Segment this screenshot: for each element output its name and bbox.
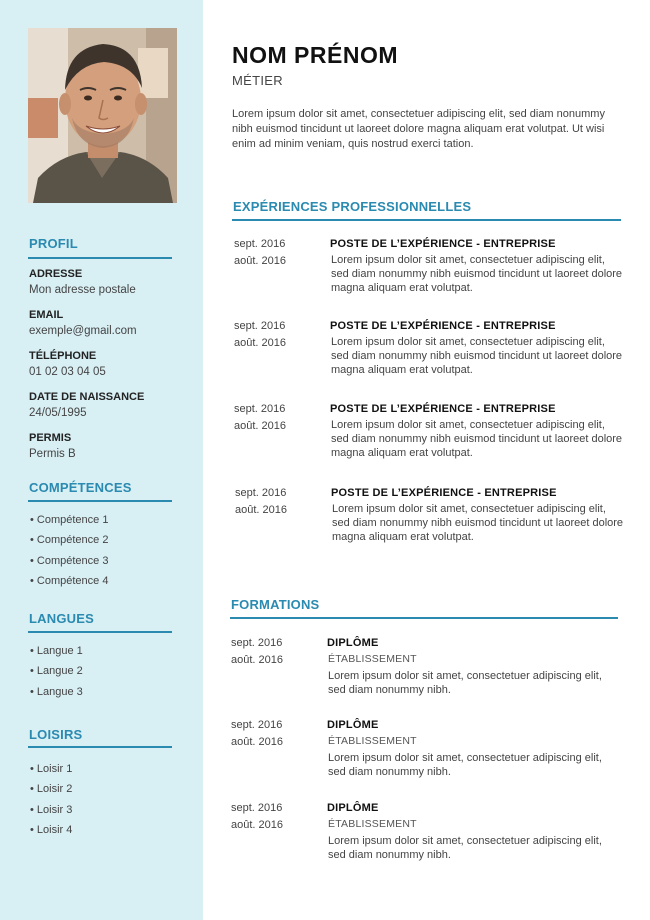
school-name: ÉTABLISSEMENT <box>328 653 417 665</box>
languages-section-title: LANGUES <box>29 611 94 626</box>
start-date: sept. 2016 <box>235 487 287 499</box>
skill-item: • Compétence 1 <box>30 514 109 526</box>
end-date: août. 2016 <box>231 819 283 831</box>
skills-divider <box>28 500 172 502</box>
education-entry <box>231 637 631 717</box>
skills-section-title: COMPÉTENCES <box>29 480 132 495</box>
end-date: août. 2016 <box>234 255 286 267</box>
language-item: • Langue 3 <box>30 686 83 698</box>
education-entry <box>231 802 631 882</box>
email-value: exemple@gmail.com <box>29 325 137 337</box>
address-value: Mon adresse postale <box>29 284 136 296</box>
position-title: POSTE DE L’EXPÉRIENCE - ENTREPRISE <box>330 403 556 415</box>
education-section-title: FORMATIONS <box>231 597 320 612</box>
hobby-item: • Loisir 4 <box>30 824 73 836</box>
hobby-item: • Loisir 2 <box>30 783 73 795</box>
position-description: Lorem ipsum dolor sit amet, consectetuer adipiscing elit, sed diam nonummy nibh euismod tincidunt ut laoreet dolore magna aliquam erat volutpat. <box>331 336 623 376</box>
education-entry <box>231 719 631 799</box>
degree-title: DIPLÔME <box>327 719 379 731</box>
school-name: ÉTABLISSEMENT <box>328 818 417 830</box>
language-item: • Langue 1 <box>30 645 83 657</box>
position-title: POSTE DE L’EXPÉRIENCE - ENTREPRISE <box>330 238 556 250</box>
end-date: août. 2016 <box>231 736 283 748</box>
profile-divider <box>28 257 172 259</box>
hobbies-divider <box>28 746 172 748</box>
start-date: sept. 2016 <box>234 238 286 250</box>
degree-title: DIPLÔME <box>327 637 379 649</box>
start-date: sept. 2016 <box>231 802 283 814</box>
license-label: PERMIS <box>29 432 72 444</box>
birthdate-label: DATE DE NAISSANCE <box>29 391 145 403</box>
position-description: Lorem ipsum dolor sit amet, consectetuer adipiscing elit, sed diam nonummy nibh euismod tincidunt ut laoreet dolore magna aliquam erat volutpat. <box>332 503 624 543</box>
start-date: sept. 2016 <box>234 403 286 415</box>
end-date: août. 2016 <box>235 504 287 516</box>
end-date: août. 2016 <box>234 337 286 349</box>
degree-description: Lorem ipsum dolor sit amet, consectetuer adipiscing elit, sed diam nonummy nibh. <box>328 670 602 696</box>
birthdate-value: 24/05/1995 <box>29 407 87 419</box>
intro-paragraph: Lorem ipsum dolor sit amet, consectetuer adipiscing elit, sed diam nonummy nibh euismod tincidunt ut laoreet dolore magna aliquam erat volutpat. Ut wisi enim ad minim veniam, quis nostrud exerci tation. <box>232 108 605 150</box>
address-label: ADRESSE <box>29 268 83 280</box>
experience-entry <box>234 403 634 483</box>
start-date: sept. 2016 <box>234 320 286 332</box>
education-divider <box>230 617 618 619</box>
experience-divider <box>232 219 621 221</box>
candidate-name: NOM PRÉNOM <box>232 42 398 68</box>
end-date: août. 2016 <box>234 420 286 432</box>
phone-label: TÉLÉPHONE <box>29 350 97 362</box>
start-date: sept. 2016 <box>231 719 283 731</box>
hobby-item: • Loisir 1 <box>30 763 73 775</box>
experience-entry <box>234 320 634 400</box>
position-description: Lorem ipsum dolor sit amet, consectetuer adipiscing elit, sed diam nonummy nibh euismod tincidunt ut laoreet dolore magna aliquam erat volutpat. <box>331 419 623 459</box>
profile-section-title: PROFIL <box>29 236 78 251</box>
school-name: ÉTABLISSEMENT <box>328 735 417 747</box>
skill-item: • Compétence 3 <box>30 555 109 567</box>
position-description: Lorem ipsum dolor sit amet, consectetuer adipiscing elit, sed diam nonummy nibh euismod tincidunt ut laoreet dolore magna aliquam erat volutpat. <box>331 254 623 294</box>
profile-photo <box>28 28 177 203</box>
degree-description: Lorem ipsum dolor sit amet, consectetuer adipiscing elit, sed diam nonummy nibh. <box>328 835 602 861</box>
skill-item: • Compétence 2 <box>30 534 109 546</box>
phone-value: 01 02 03 04 05 <box>29 366 106 378</box>
language-item: • Langue 2 <box>30 665 83 677</box>
languages-divider <box>28 631 172 633</box>
experience-entry <box>235 487 635 567</box>
job-title: MÉTIER <box>232 73 283 88</box>
skill-item: • Compétence 4 <box>30 575 109 587</box>
hobby-item: • Loisir 3 <box>30 804 73 816</box>
position-title: POSTE DE L’EXPÉRIENCE - ENTREPRISE <box>331 487 557 499</box>
hobbies-section-title: LOISIRS <box>29 727 83 742</box>
degree-title: DIPLÔME <box>327 802 379 814</box>
experience-section-title: EXPÉRIENCES PROFESSIONNELLES <box>233 199 472 214</box>
start-date: sept. 2016 <box>231 637 283 649</box>
experience-entry <box>234 238 634 318</box>
email-label: EMAIL <box>29 309 64 321</box>
position-title: POSTE DE L’EXPÉRIENCE - ENTREPRISE <box>330 320 556 332</box>
degree-description: Lorem ipsum dolor sit amet, consectetuer adipiscing elit, sed diam nonummy nibh. <box>328 752 602 778</box>
end-date: août. 2016 <box>231 654 283 666</box>
license-value: Permis B <box>29 448 76 460</box>
